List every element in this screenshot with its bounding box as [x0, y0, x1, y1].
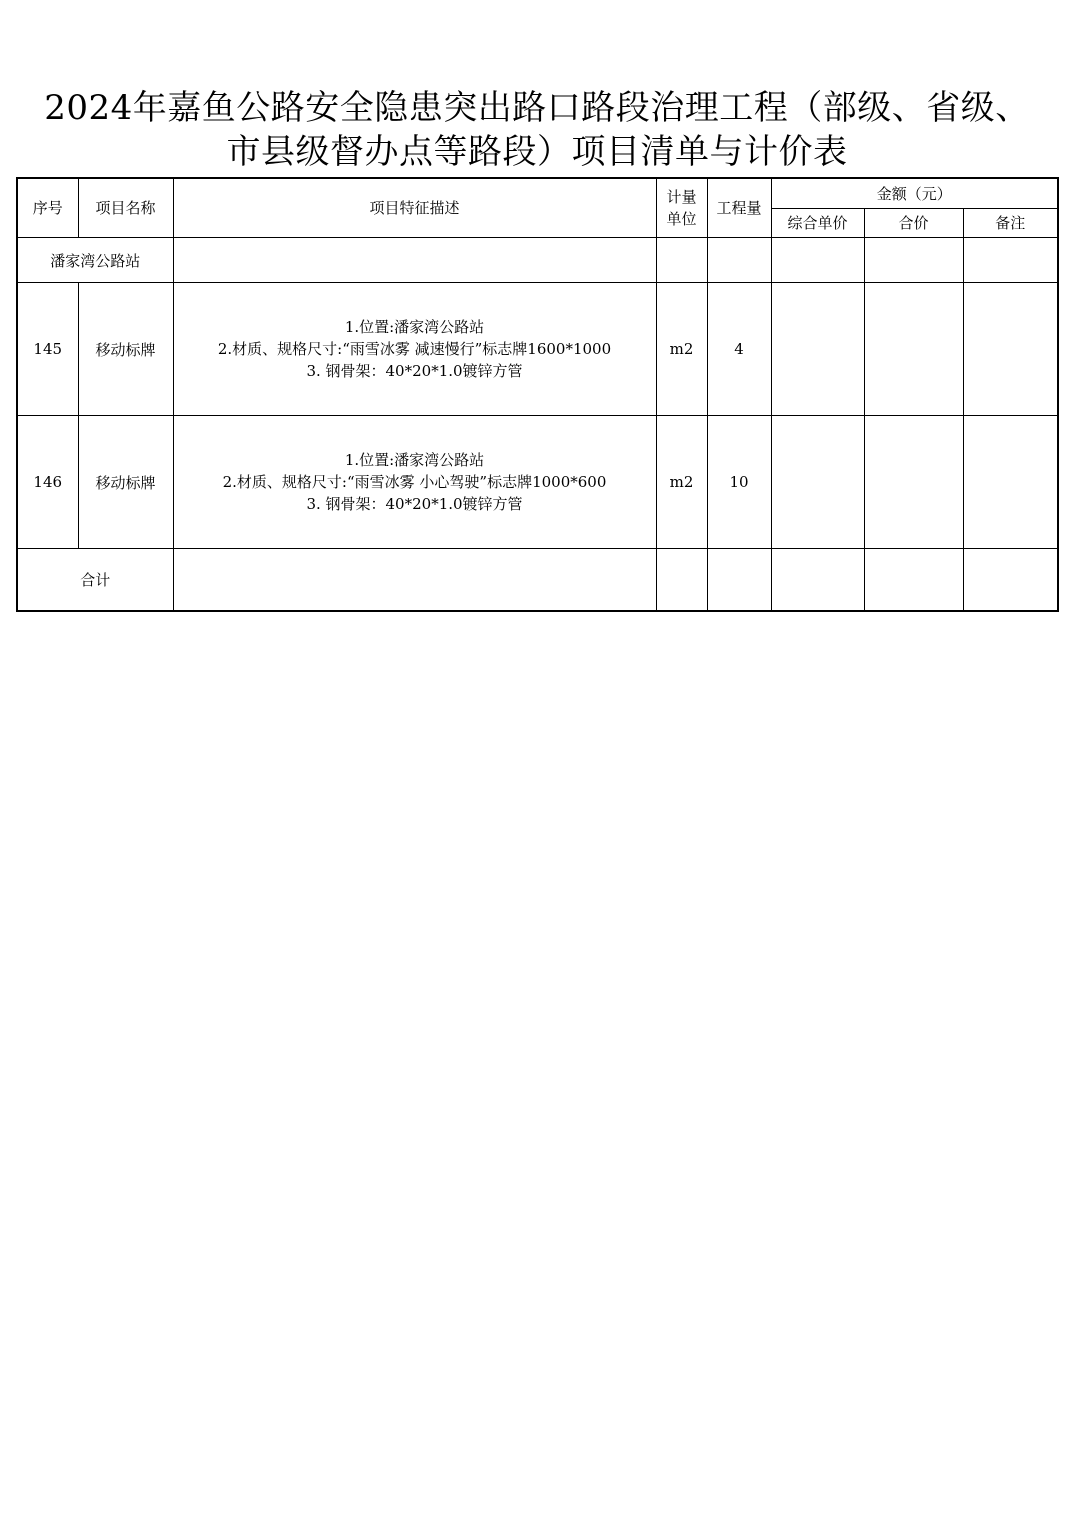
header-unit-top: 计量 — [666, 188, 697, 206]
row-remark — [963, 416, 1058, 549]
total-label: 合计 — [17, 549, 173, 612]
section-name: 潘家湾公路站 — [17, 238, 173, 283]
row-total-price — [864, 283, 963, 416]
row-name: 移动标牌 — [78, 283, 173, 416]
section-remark-cell — [963, 238, 1058, 283]
header-amount: 金额（元） — [771, 178, 1058, 209]
section-unit-cell — [656, 238, 707, 283]
row-remark — [963, 283, 1058, 416]
total-unit-price-cell — [771, 549, 864, 612]
row-unit-price — [771, 283, 864, 416]
row-desc — [173, 283, 656, 416]
row-unit: m2 — [656, 416, 707, 549]
total-row — [17, 549, 1058, 612]
row-desc — [173, 416, 656, 549]
row-unit: m2 — [656, 283, 707, 416]
title-line-2: 市县级督办点等路段）项目清单与计价表 — [226, 132, 848, 172]
total-qty-cell — [707, 549, 771, 612]
table-row — [17, 416, 1058, 549]
header-row-1 — [17, 178, 1058, 209]
row-seq: 146 — [17, 416, 78, 549]
header-unit-price: 综合单价 — [771, 209, 864, 238]
row-seq: 145 — [17, 283, 78, 416]
row-total-price — [864, 416, 963, 549]
row-desc-line: 2.材质、规格尺寸:“雨雪冰雾 小心驾驶”标志牌1000*600 — [222, 473, 607, 491]
header-desc: 项目特征描述 — [173, 178, 656, 238]
header-unit — [656, 178, 707, 238]
section-total-price-cell — [864, 238, 963, 283]
row-qty: 10 — [707, 416, 771, 549]
page-title — [0, 86, 1074, 174]
total-desc-cell — [173, 549, 656, 612]
row-desc-line: 1.位置:潘家湾公路站 — [344, 318, 485, 336]
total-total-price-cell — [864, 549, 963, 612]
row-desc-line: 3. 钢骨架：40*20*1.0镀锌方管 — [306, 495, 523, 513]
header-remark: 备注 — [963, 209, 1058, 238]
header-seq: 序号 — [17, 178, 78, 238]
section-row — [17, 238, 1058, 283]
section-desc-cell — [173, 238, 656, 283]
row-qty: 4 — [707, 283, 771, 416]
section-unit-price-cell — [771, 238, 864, 283]
header-qty: 工程量 — [707, 178, 771, 238]
row-desc-line: 3. 钢骨架：40*20*1.0镀锌方管 — [306, 362, 523, 380]
header-unit-bottom: 单位 — [666, 210, 697, 228]
row-desc-line: 1.位置:潘家湾公路站 — [344, 451, 485, 469]
total-unit-cell — [656, 549, 707, 612]
bill-of-quantities-table — [16, 177, 1059, 612]
total-remark-cell — [963, 549, 1058, 612]
header-total-price: 合价 — [864, 209, 963, 238]
row-unit-price — [771, 416, 864, 549]
section-qty-cell — [707, 238, 771, 283]
row-name: 移动标牌 — [78, 416, 173, 549]
header-name: 项目名称 — [78, 178, 173, 238]
table-row — [17, 283, 1058, 416]
row-desc-line: 2.材质、规格尺寸:“雨雪冰雾 减速慢行”标志牌1600*1000 — [217, 340, 612, 358]
title-line-1: 2024年嘉鱼公路安全隐患突出路口路段治理工程（部级、省级、 — [44, 88, 1030, 128]
